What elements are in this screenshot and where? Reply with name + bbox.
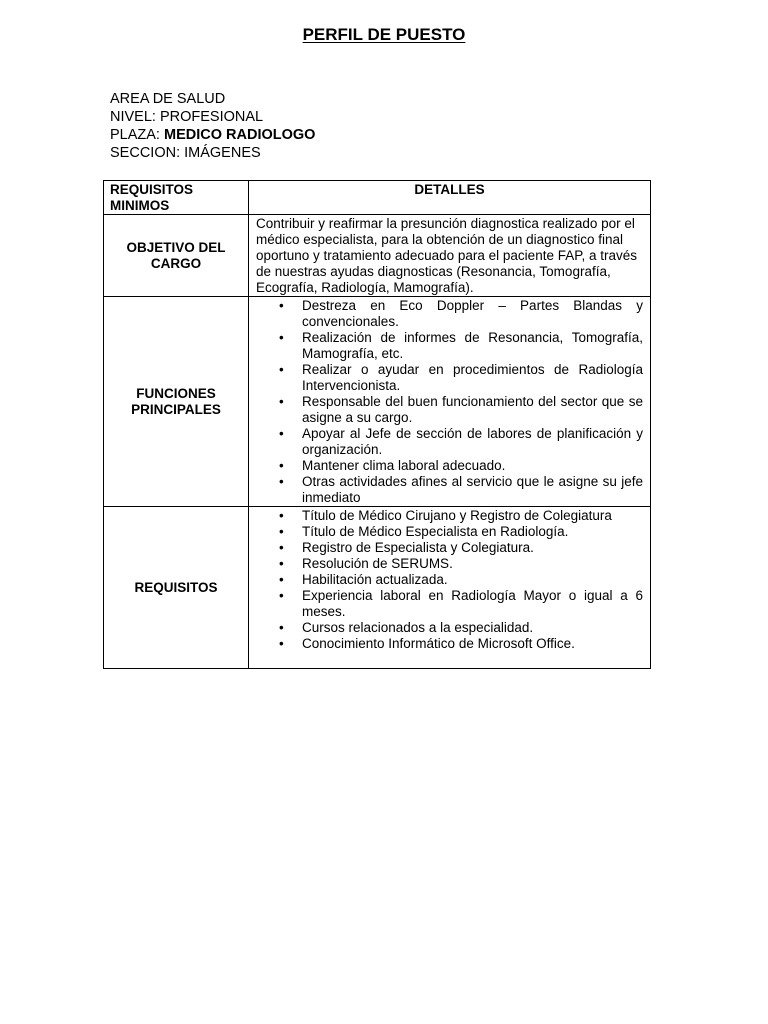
funciones-cell: [249, 297, 651, 507]
requisitos-list: [249, 507, 650, 652]
plaza-line: [110, 126, 315, 144]
table-row: [104, 215, 651, 297]
row-label-objetivo: OBJETIVO DEL CARGO: [104, 215, 249, 297]
list-item: • Destreza en Eco Doppler – Partes Blandas y convencionales.: [302, 298, 643, 330]
area-line: AREA DE SALUD: [110, 91, 226, 107]
table-header-row: [104, 181, 651, 215]
row-label-funciones: FUNCIONES PRINCIPALES: [104, 297, 249, 507]
funciones-list: [249, 297, 650, 506]
list-item: • Mantener clima laboral adecuado.: [302, 458, 643, 474]
list-item: • Experiencia laboral en Radiología Mayor o igual a 6 meses.: [302, 588, 643, 620]
list-item: • Otras actividades afines al servicio que le asigne su jefe inmediato: [302, 474, 643, 506]
plaza-label: PLAZA:: [110, 127, 164, 143]
list-item: • Título de Médico Cirujano y Registro de Colegiatura: [302, 508, 643, 524]
header-requisitos-minimos: REQUISITOS MINIMOS: [104, 181, 249, 215]
list-item: • Cursos relacionados a la especialidad.: [302, 620, 643, 636]
seccion-line: SECCION: IMÁGENES: [110, 145, 261, 161]
list-item: • Habilitación actualizada.: [302, 572, 643, 588]
list-item: • Apoyar al Jefe de sección de labores de planificación y organización.: [302, 426, 643, 458]
list-item: • Registro de Especialista y Colegiatura.: [302, 540, 643, 556]
nivel-line: NIVEL: PROFESIONAL: [110, 109, 264, 125]
plaza-value: MEDICO RADIOLOGO: [164, 127, 316, 143]
table-row: [104, 507, 651, 669]
list-item: • Conocimiento Informático de Microsoft Office.: [302, 636, 643, 652]
row-label-requisitos: REQUISITOS: [104, 507, 249, 669]
list-item: • Título de Médico Especialista en Radiología.: [302, 524, 643, 540]
job-info: [110, 90, 315, 162]
list-item: • Resolución de SERUMS.: [302, 556, 643, 572]
document-title: PERFIL DE PUESTO: [302, 25, 466, 44]
list-item: • Realización de informes de Resonancia, Tomografía, Mamografía, etc.: [302, 330, 643, 362]
table-row: [104, 297, 651, 507]
list-item: • Realizar o ayudar en procedimientos de Radiología Intervencionista.: [302, 362, 643, 394]
requisitos-cell: [249, 507, 651, 669]
header-detalles: DETALLES: [249, 181, 651, 215]
profile-table: [103, 180, 651, 669]
list-item: • Responsable del buen funcionamiento del sector que se asigne a su cargo.: [302, 394, 643, 426]
objetivo-text: Contribuir y reafirmar la presunción diagnostica realizado por el médico especialista, para la obtención de un diagnostico final oportuno y tratamiento adecuado para el paciente FAP, a través de nuestras ayudas diagnosticas (Resonancia, Tomografía, Ecografía, Radiología, Mamografía).: [249, 215, 651, 297]
